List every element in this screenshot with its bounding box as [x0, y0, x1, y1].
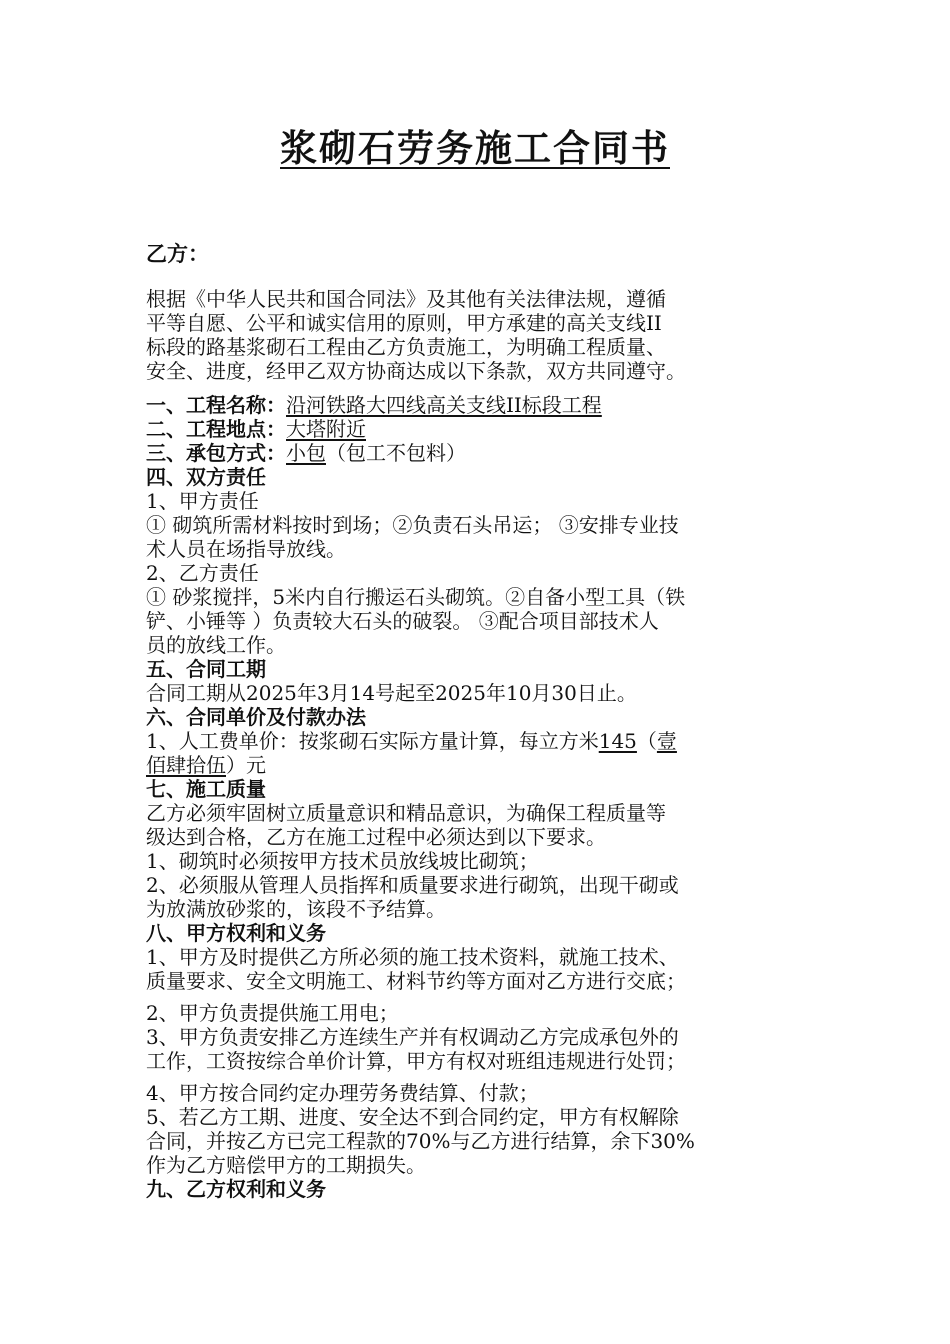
intro-line: 根据《中华人民共和国合同法》及其他有关法律法规，遵循 [146, 287, 666, 311]
party-a-rights-line: 5、若乙方工期、进度、安全达不到合同约定，甲方有权解除 [146, 1105, 679, 1129]
section-heading: 五、合同工期 [146, 657, 266, 681]
party-b-duty-line: ① 砂浆搅拌，5米内自行搬运石头砌筑。②自备小型工具（铁 [146, 585, 686, 609]
unit-price-prefix: 1、人工费单价：按浆砌石实际方量计算，每立方米 [146, 729, 599, 753]
party-a-rights-line: 2、甲方负责提供施工用电； [146, 1001, 399, 1025]
party-a-rights-line: 作为乙方赔偿甲方的工期损失。 [146, 1153, 426, 1177]
party-a-rights-line: 质量要求、安全文明施工、材料节约等方面对乙方进行交底； [146, 969, 686, 993]
party-a-duty-title: 1、甲方责任 [146, 489, 259, 513]
quality-line: 2、必须服从管理人员指挥和质量要求进行砌筑，出现干砌或 [146, 873, 679, 897]
unit-price-suffix: ）元 [226, 753, 266, 777]
project-location-label: 二、工程地点： [146, 417, 286, 441]
quality-line: 级达到合格，乙方在施工过程中必须达到以下要求。 [146, 825, 606, 849]
contract-period-text: 合同工期从2025年3月14号起至2025年10月30日止。 [146, 681, 637, 705]
project-name-label: 一、工程名称： [146, 393, 286, 417]
party-b-duty-line: 铲、小锤等 ）负责较大石头的破裂。 ③配合项目部技术人 [146, 609, 659, 633]
intro-paragraph [146, 287, 818, 383]
document-title: 浆砌石劳务施工合同书 [280, 127, 670, 170]
contract-method-value: 小包 [286, 441, 326, 465]
unit-price-value: 145 [598, 729, 637, 753]
contract-method-row [146, 441, 818, 465]
unit-price-paren: （ [636, 729, 657, 753]
intro-line: 标段的路基浆砌石工程由乙方负责施工，为明确工程质量、 [146, 335, 666, 359]
unit-price-line [146, 729, 818, 753]
project-name-row [146, 393, 818, 417]
contract-body [146, 287, 818, 1201]
unit-price-line [146, 753, 818, 777]
unit-price-words: 壹 [656, 729, 677, 753]
party-a-rights-line: 合同，并按乙方已完工程款的70%与乙方进行结算，余下30% [146, 1129, 695, 1153]
section-heading: 八、甲方权利和义务 [146, 921, 326, 945]
party-a-rights-line: 1、甲方及时提供乙方所必须的施工技术资料，就施工技术、 [146, 945, 679, 969]
quality-line: 乙方必须牢固树立质量意识和精品意识，为确保工程质量等 [146, 801, 666, 825]
party-a-rights-line: 4、甲方按合同约定办理劳务费结算、付款； [146, 1081, 539, 1105]
party-a-duty-line: ① 砌筑所需材料按时到场；②负责石头吊运； ③安排专业技 [146, 513, 679, 537]
section-heading: 七、施工质量 [146, 777, 266, 801]
quality-line: 为放满放砂浆的，该段不予结算。 [146, 897, 446, 921]
intro-line: 平等自愿、公平和诚实信用的原则，甲方承建的高关支线II [146, 311, 662, 335]
party-b-duty-title: 2、乙方责任 [146, 561, 259, 585]
intro-line: 安全、进度，经甲乙双方协商达成以下条款，双方共同遵守。 [146, 359, 686, 383]
party-b-duty-line: 员的放线工作。 [146, 633, 286, 657]
party-b-label: 乙方： [146, 242, 209, 266]
contract-method-label: 三、承包方式： [146, 441, 286, 465]
section-heading: 四、双方责任 [146, 465, 266, 489]
party-a-rights-line: 3、甲方负责安排乙方连续生产并有权调动乙方完成承包外的 [146, 1025, 679, 1049]
quality-line: 1、砌筑时必须按甲方技术员放线坡比砌筑； [146, 849, 539, 873]
section-heading: 九、乙方权利和义务 [146, 1177, 326, 1201]
party-a-duty-line: 术人员在场指导放线。 [146, 537, 346, 561]
party-a-rights-line: 工作，工资按综合单价计算，甲方有权对班组违规进行处罚； [146, 1049, 686, 1073]
project-name-value: 沿河铁路大四线高关支线II标段工程 [286, 393, 602, 417]
section-heading: 六、合同单价及付款办法 [146, 705, 366, 729]
project-location-value: 大塔附近 [286, 417, 366, 441]
contract-method-note: （包工不包料） [326, 441, 466, 465]
project-location-row [146, 417, 818, 441]
unit-price-words: 佰肆拾伍 [146, 753, 226, 777]
